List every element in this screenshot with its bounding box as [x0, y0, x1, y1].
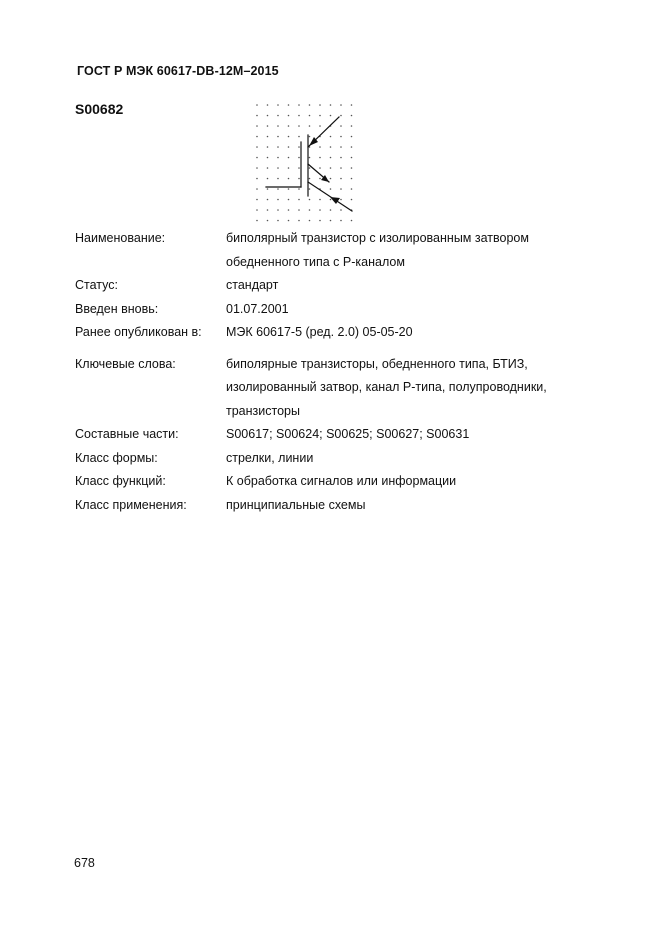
property-label: Ранее опубликован в:	[75, 325, 202, 339]
grid-dot	[351, 178, 353, 180]
grid-dot	[298, 104, 300, 106]
property-value: МЭК 60617-5 (ред. 2.0) 05-05-20	[226, 325, 413, 339]
property-value: стандарт	[226, 278, 279, 292]
emitter-line	[308, 182, 352, 211]
grid-dot	[288, 125, 290, 127]
grid-dot	[267, 167, 269, 169]
grid-dot	[288, 178, 290, 180]
grid-dot	[309, 188, 311, 190]
grid-dot	[330, 188, 332, 190]
grid-dot	[309, 199, 311, 201]
property-value: S00617; S00624; S00625; S00627; S00631	[226, 427, 470, 441]
grid-dot	[267, 115, 269, 117]
grid-dot	[309, 115, 311, 117]
grid-dot	[319, 199, 321, 201]
grid-dot	[309, 178, 311, 180]
igbt-symbol-icon	[252, 100, 358, 224]
grid-dot	[319, 146, 321, 148]
grid-dot	[277, 178, 279, 180]
property-row-introduced	[75, 298, 595, 322]
grid-dot	[319, 178, 321, 180]
grid-dot	[256, 209, 258, 211]
property-label: Составные части:	[75, 427, 179, 441]
property-row-shape-class	[75, 447, 595, 471]
properties-table	[75, 227, 595, 517]
grid-dot	[319, 125, 321, 127]
grid-dot	[277, 104, 279, 106]
grid-dot	[330, 220, 332, 222]
grid-dot	[277, 199, 279, 201]
grid-dot	[267, 136, 269, 138]
document-header: ГОСТ Р МЭК 60617-DB-12M–2015	[77, 64, 279, 78]
property-label: Введен вновь:	[75, 301, 159, 316]
grid-dot	[267, 220, 269, 222]
grid-dot	[277, 146, 279, 148]
grid-dot	[340, 199, 342, 201]
property-row-status	[75, 274, 595, 298]
grid-dot	[330, 146, 332, 148]
grid-dot	[319, 115, 321, 117]
grid-dot	[267, 146, 269, 148]
grid-dot	[340, 220, 342, 222]
grid-dot	[309, 157, 311, 159]
grid-dot	[298, 209, 300, 211]
grid-dot	[351, 220, 353, 222]
grid-dot	[256, 115, 258, 117]
grid-dot	[351, 104, 353, 106]
grid-dot	[309, 104, 311, 106]
grid-dot	[340, 157, 342, 159]
grid-dot	[351, 188, 353, 190]
emitter-arrow-icon	[330, 197, 340, 204]
grid-dot	[288, 199, 290, 201]
grid-dot	[288, 136, 290, 138]
grid-dot	[288, 188, 290, 190]
grid-dot	[288, 167, 290, 169]
grid-dot	[277, 220, 279, 222]
grid-dot	[351, 146, 353, 148]
grid-dot	[319, 220, 321, 222]
grid-dot	[277, 115, 279, 117]
grid-dot	[277, 157, 279, 159]
grid-dot	[330, 115, 332, 117]
grid-dot	[330, 104, 332, 106]
property-label: Класс применения:	[75, 497, 187, 512]
grid-dot	[288, 104, 290, 106]
grid-dot	[298, 136, 300, 138]
grid-dot	[330, 157, 332, 159]
grid-dot	[351, 199, 353, 201]
grid-dot	[277, 188, 279, 190]
grid-dot	[298, 220, 300, 222]
grid-dot	[288, 157, 290, 159]
grid-dot	[298, 125, 300, 127]
grid-dot	[309, 125, 311, 127]
grid-dot	[256, 220, 258, 222]
property-label: Ключевые слова:	[75, 356, 176, 371]
property-row-components	[75, 423, 595, 447]
grid-dot	[340, 125, 342, 127]
grid-dot	[298, 146, 300, 148]
grid-dot	[277, 136, 279, 138]
property-value: принципиальные схемы	[226, 497, 366, 512]
grid-dot	[256, 104, 258, 106]
grid-dot	[256, 199, 258, 201]
grid-dot	[267, 178, 269, 180]
symbol-grid	[256, 104, 352, 221]
grid-dot	[267, 104, 269, 106]
property-value: стрелки, линии	[226, 450, 314, 465]
grid-dot	[340, 115, 342, 117]
grid-dot	[256, 188, 258, 190]
property-value: К обработка сигналов или информации	[226, 474, 457, 488]
grid-dot	[330, 209, 332, 211]
grid-dot	[351, 125, 353, 127]
grid-dot	[319, 157, 321, 159]
grid-dot	[256, 167, 258, 169]
grid-dot	[256, 136, 258, 138]
grid-dot	[267, 199, 269, 201]
grid-dot	[340, 104, 342, 106]
property-row-function-class	[75, 470, 595, 494]
property-label: Класс формы:	[75, 450, 158, 465]
grid-dot	[277, 125, 279, 127]
grid-dot	[319, 167, 321, 169]
property-row-name	[75, 227, 595, 274]
grid-dot	[298, 199, 300, 201]
property-value: биполярный транзистор с изолированным затвором обедненного типа с Р-каналом	[226, 231, 529, 269]
grid-dot	[309, 209, 311, 211]
grid-dot	[340, 188, 342, 190]
grid-dot	[288, 115, 290, 117]
grid-dot	[288, 209, 290, 211]
grid-dot	[351, 167, 353, 169]
grid-dot	[267, 188, 269, 190]
grid-dot	[267, 125, 269, 127]
grid-dot	[256, 146, 258, 148]
grid-dot	[267, 209, 269, 211]
grid-dot	[330, 199, 332, 201]
page-number: 678	[74, 856, 95, 870]
grid-dot	[330, 178, 332, 180]
grid-dot	[256, 157, 258, 159]
grid-dot	[351, 157, 353, 159]
grid-dot	[330, 167, 332, 169]
grid-dot	[309, 167, 311, 169]
symbol-id: S00682	[75, 101, 124, 117]
grid-dot	[256, 125, 258, 127]
grid-dot	[288, 146, 290, 148]
property-value: биполярные транзисторы, обедненного типа, БТИЗ, изолированный затвор, канал Р-типа, полупроводники, транзисторы	[226, 356, 547, 418]
property-row-application-class	[75, 494, 595, 518]
grid-dot	[340, 167, 342, 169]
grid-dot	[340, 146, 342, 148]
grid-dot	[256, 178, 258, 180]
grid-dot	[340, 209, 342, 211]
property-label: Класс функций:	[75, 474, 166, 488]
grid-dot	[340, 136, 342, 138]
property-label: Статус:	[75, 278, 118, 292]
grid-dot	[298, 157, 300, 159]
grid-dot	[351, 136, 353, 138]
grid-dot	[277, 209, 279, 211]
grid-dot	[298, 188, 300, 190]
grid-dot	[267, 157, 269, 159]
grid-dot	[309, 220, 311, 222]
grid-dot	[330, 136, 332, 138]
grid-dot	[351, 115, 353, 117]
grid-dot	[319, 104, 321, 106]
grid-dot	[309, 136, 311, 138]
grid-dot	[288, 220, 290, 222]
property-value: 01.07.2001	[226, 301, 289, 316]
grid-dot	[298, 115, 300, 117]
grid-dot	[298, 167, 300, 169]
grid-dot	[340, 178, 342, 180]
grid-dot	[298, 178, 300, 180]
property-label: Наименование:	[75, 231, 166, 245]
grid-dot	[319, 209, 321, 211]
property-row-published	[75, 321, 595, 345]
grid-dot	[277, 167, 279, 169]
property-row-keywords	[75, 353, 595, 424]
